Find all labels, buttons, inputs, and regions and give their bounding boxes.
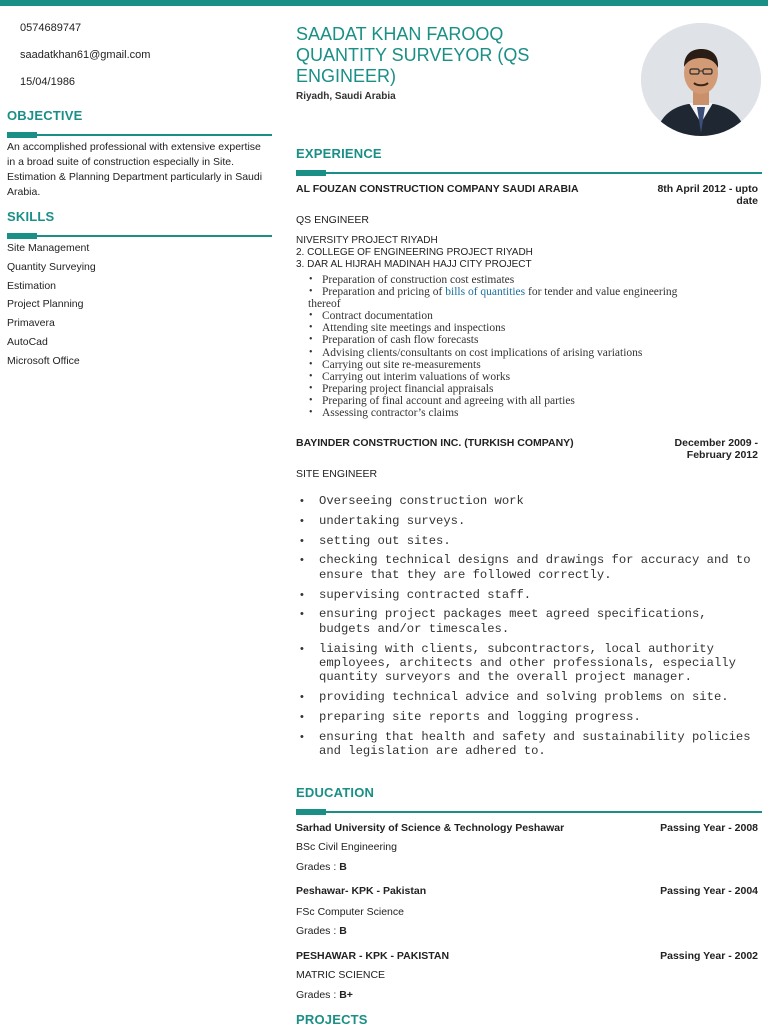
- job-role: QS ENGINEER: [296, 214, 369, 226]
- list-item: • setting out sites.: [296, 534, 762, 548]
- project-line: NIVERSITY PROJECT RIYADH: [296, 235, 438, 246]
- edu-school: PESHAWAR - KPK - PAKISTAN: [296, 950, 450, 962]
- edu-degree: BSc Civil Engineering: [296, 841, 397, 853]
- list-item: • liaising with clients, subcontractors, local authority employees, architects and other professionals, especially quantity surveyors and the overall project manager.: [296, 642, 762, 685]
- sidebar: [0, 6, 278, 1024]
- list-item: • Attending site meetings and inspections: [296, 322, 762, 334]
- objective-text: An accomplished professional with extensive expertise in a broad suite of construction especially in Site. Estimation & Planning Department particularly in Saudi Arabia.: [7, 141, 263, 198]
- edu-school: Peshawar- KPK - Pakistan: [296, 885, 427, 897]
- contact-phone: 0574689747: [20, 22, 82, 34]
- objective-divider: [7, 134, 272, 136]
- list-item: • preparing site reports and logging progress.: [296, 710, 762, 724]
- list-item: • providing technical advice and solving problems on site.: [296, 690, 762, 704]
- edu-year: Passing Year - 2008: [660, 822, 758, 834]
- list-item: • supervising contracted staff.: [296, 588, 762, 602]
- job-date: [608, 183, 758, 207]
- skill-item: AutoCad: [7, 336, 48, 348]
- name-line-2: QUANTITY SURVEYOR (QS: [296, 45, 530, 65]
- education-divider: [296, 811, 762, 813]
- skills-title: SKILLS: [7, 209, 55, 224]
- list-item: • undertaking surveys.: [296, 514, 762, 528]
- project-line: 2. COLLEGE OF ENGINEERING PROJECT RIYADH: [296, 247, 533, 258]
- experience-divider: [296, 172, 762, 174]
- list-item: • Preparation of cash flow forecasts: [296, 334, 762, 346]
- job-duties-list: [296, 274, 762, 419]
- project-line: 3. DAR AL HIJRAH MADINAH HAJJ CITY PROJECT: [296, 259, 532, 270]
- list-item: • Overseeing construction work: [296, 494, 762, 508]
- contact-email: saadatkhan61@gmail.com: [20, 49, 151, 61]
- list-item: • Carrying out interim valuations of works: [296, 371, 762, 383]
- list-item: • Advising clients/consultants on cost implications of arising variations: [296, 347, 762, 359]
- experience-title: EXPERIENCE: [296, 146, 382, 161]
- list-item: • Assessing contractor’s claims: [296, 407, 762, 419]
- job-company: BAYINDER CONSTRUCTION INC. (TURKISH COMPANY): [296, 437, 574, 449]
- skill-item: Primavera: [7, 317, 55, 329]
- job-role: SITE ENGINEER: [296, 468, 378, 480]
- skill-item: Project Planning: [7, 298, 84, 310]
- skill-item: Estimation: [7, 280, 57, 292]
- list-item: • Contract documentation: [296, 310, 762, 322]
- skills-divider: [7, 235, 272, 237]
- main-content: [296, 6, 762, 1024]
- job-date-line: 8th April 2012 - upto: [657, 183, 758, 195]
- contact-dob: 15/04/1986: [20, 76, 76, 88]
- list-item: • Preparation of construction cost estimates: [296, 274, 762, 286]
- list-item: • Preparing of final account and agreeing with all parties: [296, 395, 762, 407]
- bills-of-quantities-link[interactable]: bills of quantities: [445, 286, 526, 299]
- list-item: • Preparation and pricing of bills of quantities for tender and value engineering thereof: [296, 286, 762, 310]
- skill-item: Quantity Surveying: [7, 261, 96, 273]
- name-line-3: ENGINEER): [296, 66, 397, 86]
- list-item: • checking technical designs and drawings for accuracy and to ensure that they are followed correctly.: [296, 553, 762, 582]
- edu-degree: FSc Computer Science: [296, 906, 404, 918]
- job-projects: [296, 235, 533, 271]
- list-item: • Carrying out site re-measurements: [296, 359, 762, 371]
- job-date: [608, 437, 758, 461]
- job-company: AL FOUZAN CONSTRUCTION COMPANY SAUDI ARABIA: [296, 183, 579, 195]
- list-item: • ensuring project packages meet agreed specifications, budgets and/or timescales.: [296, 607, 762, 636]
- list-item: • ensuring that health and safety and sustainability policies and legislation are adhered to.: [296, 730, 762, 759]
- objective-title: OBJECTIVE: [7, 108, 83, 123]
- skill-item: Microsoft Office: [7, 355, 80, 367]
- skill-item: Site Management: [7, 242, 90, 254]
- education-title: EDUCATION: [296, 785, 375, 800]
- location: Riyadh, Saudi Arabia: [296, 91, 396, 102]
- edu-year: Passing Year - 2004: [660, 885, 758, 897]
- list-item: • Preparing project financial appraisals: [296, 383, 762, 395]
- edu-school: Sarhad University of Science & Technology Peshawar: [296, 822, 565, 834]
- name-line-1: SAADAT KHAN FAROOQ: [296, 24, 504, 44]
- edu-grade: Grades : B+: [296, 989, 353, 1001]
- job-date-line: February 2012: [686, 449, 758, 461]
- job-date-line: December 2009 -: [674, 437, 758, 449]
- job-date-line: date: [736, 195, 758, 207]
- job-duties-list: [296, 494, 762, 764]
- edu-degree: MATRIC SCIENCE: [296, 969, 386, 981]
- projects-title: PROJECTS: [296, 1012, 368, 1024]
- edu-grade: Grades : B: [296, 925, 347, 937]
- edu-grade: Grades : B: [296, 861, 347, 873]
- edu-year: Passing Year - 2002: [660, 950, 758, 962]
